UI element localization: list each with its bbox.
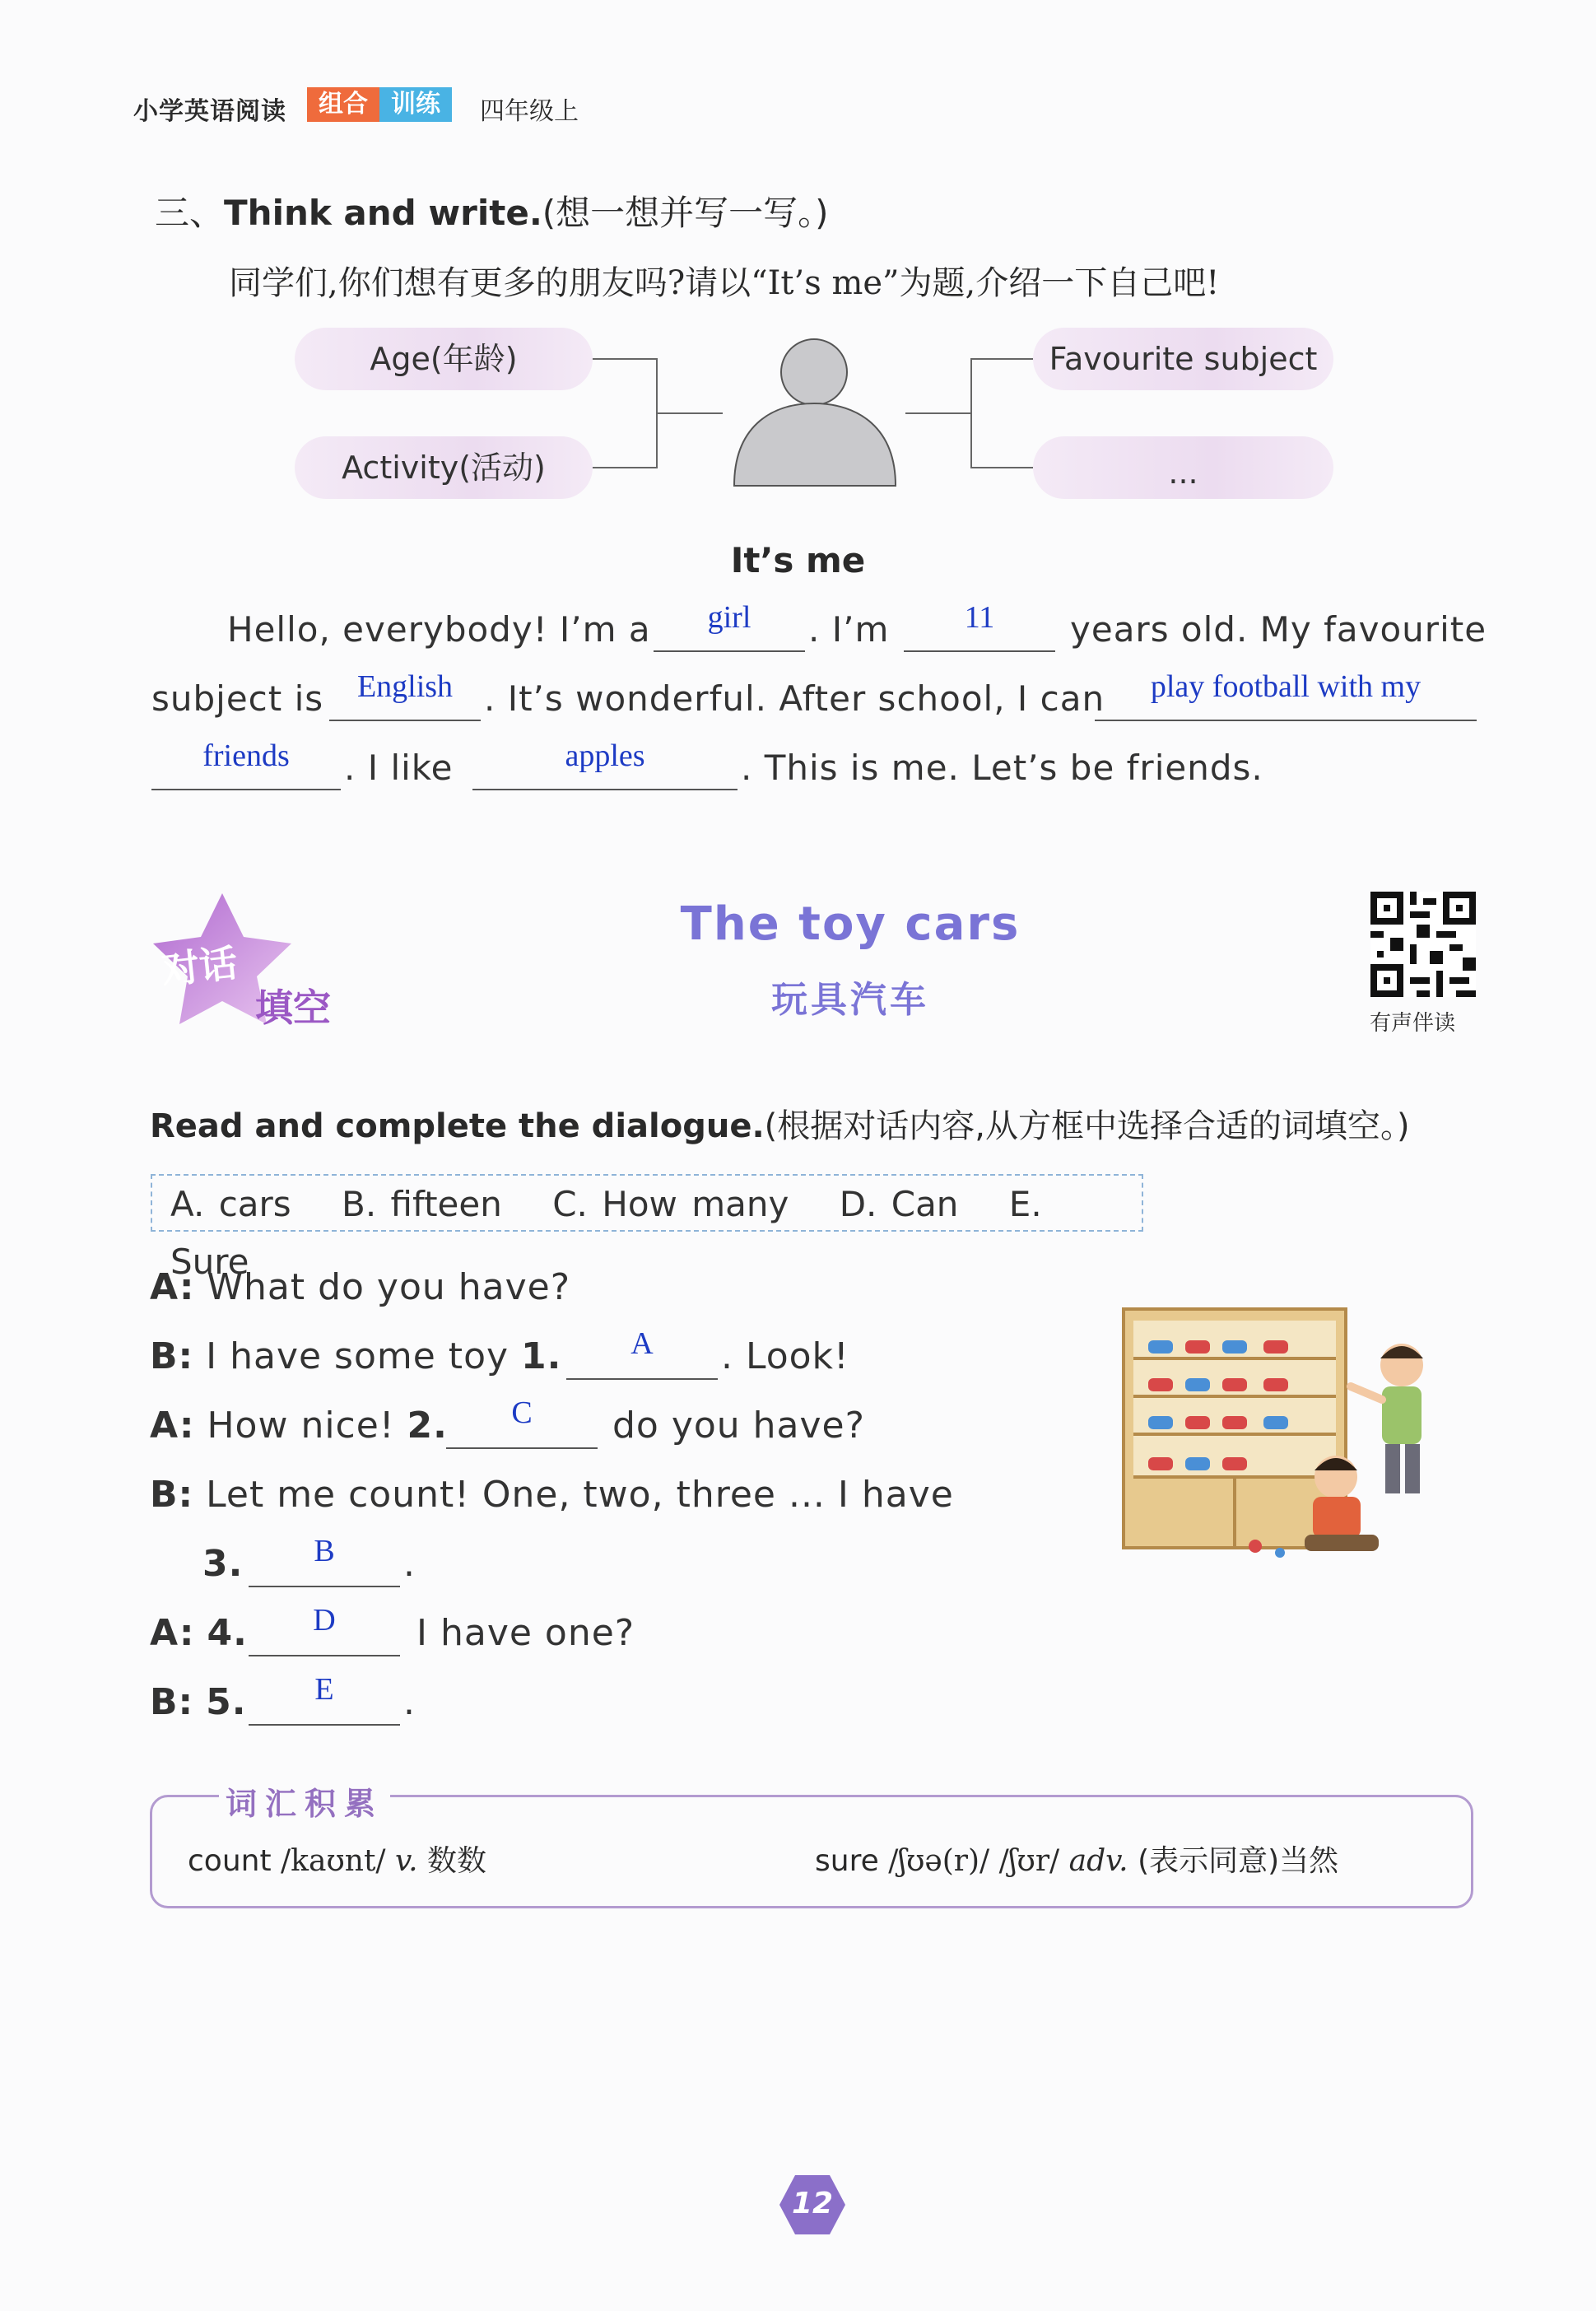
dialogue-blank-4[interactable]: D bbox=[249, 1602, 400, 1656]
instruction-en: Read and complete the dialogue. bbox=[150, 1107, 765, 1145]
blank-number: 4. bbox=[207, 1612, 248, 1654]
essay-line-2a: subject is bbox=[151, 678, 324, 719]
vocab-word: sure bbox=[815, 1844, 879, 1878]
dialogue-blank-2[interactable]: C bbox=[446, 1395, 598, 1449]
series-badge-combo: 组合 bbox=[307, 87, 379, 122]
section3-intro: 同学们,你们想有更多的朋友吗?请以“It’s me”为题,介绍一下自己吧! bbox=[229, 264, 1220, 302]
dialogue-line-6b: I have one? bbox=[416, 1612, 635, 1654]
instruction-cn: (根据对话内容,从方框中选择合适的词填空。) bbox=[764, 1107, 1410, 1145]
dialogue-title: The toy cars bbox=[680, 897, 1021, 951]
mindmap-activity-bubble: Activity(活动) bbox=[295, 436, 593, 499]
dialogue-blank-5[interactable]: E bbox=[249, 1671, 400, 1726]
dialogue-blank-1[interactable]: A bbox=[566, 1326, 718, 1380]
standing-boy bbox=[1351, 1344, 1423, 1493]
qr-label: 有声伴读 bbox=[1370, 1011, 1456, 1036]
essay-blank-5[interactable]: friends bbox=[151, 738, 341, 790]
blank-number: 2. bbox=[407, 1405, 448, 1447]
essay-title: It’s me bbox=[730, 540, 866, 580]
right-bracket-line bbox=[971, 359, 1033, 468]
badge-text-dialogue: 对话 bbox=[159, 940, 240, 993]
line-text: How nice! bbox=[207, 1405, 395, 1447]
vocab-meaning: 数数 bbox=[426, 1844, 486, 1878]
series-badge-training: 训练 bbox=[379, 87, 452, 122]
speaker-a: A: bbox=[150, 1266, 195, 1308]
line-text: Let me count! One, two, three ... I have bbox=[206, 1474, 954, 1516]
blank-number: 5. bbox=[206, 1681, 247, 1723]
essay-line-1a: Hello, everybody! I’m a bbox=[227, 609, 651, 650]
mindmap-more-bubble: ... bbox=[1033, 436, 1333, 499]
speaker-a: A: bbox=[150, 1405, 195, 1447]
blank-number: 1. bbox=[521, 1335, 562, 1377]
dialogue-blank-3[interactable]: B bbox=[249, 1533, 400, 1587]
dialogue-line-3b: do you have? bbox=[612, 1405, 865, 1447]
dialogue-line-4 bbox=[150, 1474, 954, 1516]
vocab-meaning: (表示同意)当然 bbox=[1138, 1844, 1339, 1878]
vocab-entry-sure bbox=[815, 1838, 1338, 1880]
word-options-box bbox=[151, 1174, 1143, 1282]
section3-title: Think and write. bbox=[224, 193, 542, 233]
essay-line-3a: . I like bbox=[344, 748, 454, 788]
dialogue-line-7 bbox=[150, 1681, 246, 1723]
left-bracket-line bbox=[591, 359, 657, 468]
sitting-boy bbox=[1305, 1456, 1379, 1551]
person-icon bbox=[734, 339, 896, 486]
section3-number: 三、 bbox=[155, 193, 225, 233]
essay-blank-1[interactable]: girl bbox=[654, 599, 805, 652]
dialogue-line-3 bbox=[150, 1405, 448, 1447]
speaker-a: A: bbox=[150, 1612, 195, 1654]
essay-blank-2[interactable]: 11 bbox=[904, 599, 1055, 652]
option-e: E. Sure bbox=[170, 1184, 1042, 1282]
dialogue-instruction bbox=[150, 1100, 1410, 1147]
speaker-b: B: bbox=[150, 1474, 194, 1516]
dialogue-line-5 bbox=[202, 1543, 243, 1585]
essay-blank-6[interactable]: apples bbox=[472, 738, 738, 790]
line-text: I have some toy bbox=[206, 1335, 510, 1377]
dialogue-line-2b: . Look! bbox=[721, 1335, 849, 1377]
qr-code-icon[interactable] bbox=[1370, 892, 1476, 997]
essay-line-1b: . I’m bbox=[808, 609, 890, 650]
mindmap-subject-bubble: Favourite subject bbox=[1033, 328, 1333, 390]
vocabulary-label: 词汇积累 bbox=[219, 1778, 390, 1824]
blank-number: 3. bbox=[202, 1543, 244, 1585]
vocab-word: count bbox=[188, 1844, 272, 1878]
vocab-pos: v. bbox=[395, 1844, 418, 1878]
option-d: D. Can bbox=[839, 1184, 959, 1224]
vocab-phonetic: /kaʊnt/ bbox=[281, 1844, 386, 1878]
speaker-b: B: bbox=[150, 1681, 194, 1723]
vocab-entry-count bbox=[188, 1838, 486, 1880]
dialogue-line-1 bbox=[150, 1266, 570, 1308]
essay-line-2b: . It’s wonderful. After school, I can bbox=[484, 678, 1105, 719]
option-a: A. cars bbox=[170, 1184, 291, 1224]
toy-cabinet-illustration bbox=[1115, 1301, 1445, 1573]
dialogue-line-2 bbox=[150, 1335, 561, 1377]
essay-line-3b: . This is me. Let’s be friends. bbox=[741, 748, 1263, 788]
book-title: 小学英语阅读 bbox=[133, 97, 286, 126]
mindmap-connectors bbox=[0, 0, 1596, 576]
vocab-phonetic: /ʃʊə(r)/ /ʃʊr/ bbox=[888, 1844, 1060, 1878]
dialogue-subtitle: 玩具汽车 bbox=[771, 979, 929, 1021]
dialogue-line-7b: . bbox=[403, 1681, 416, 1723]
dialogue-line-5b: . bbox=[403, 1543, 416, 1585]
line-text: What do you have? bbox=[207, 1266, 571, 1308]
section3-title-cn: (想一想并写一写。) bbox=[542, 193, 829, 233]
dialogue-line-6 bbox=[150, 1612, 248, 1654]
essay-blank-4[interactable]: play football with my bbox=[1095, 669, 1477, 721]
option-b: B. fifteen bbox=[342, 1184, 502, 1224]
essay-blank-3[interactable]: English bbox=[329, 669, 481, 721]
mindmap-age-bubble: Age(年龄) bbox=[295, 328, 593, 390]
vocab-pos: adv. bbox=[1068, 1844, 1128, 1878]
option-c: C. How many bbox=[552, 1184, 789, 1224]
essay-line-1c: years old. My favourite bbox=[1070, 609, 1487, 650]
speaker-b: B: bbox=[150, 1335, 194, 1377]
page-number: 12 bbox=[791, 2187, 834, 2220]
badge-text-fill: 填空 bbox=[255, 985, 331, 1030]
grade-label: 四年级上 bbox=[480, 97, 579, 126]
